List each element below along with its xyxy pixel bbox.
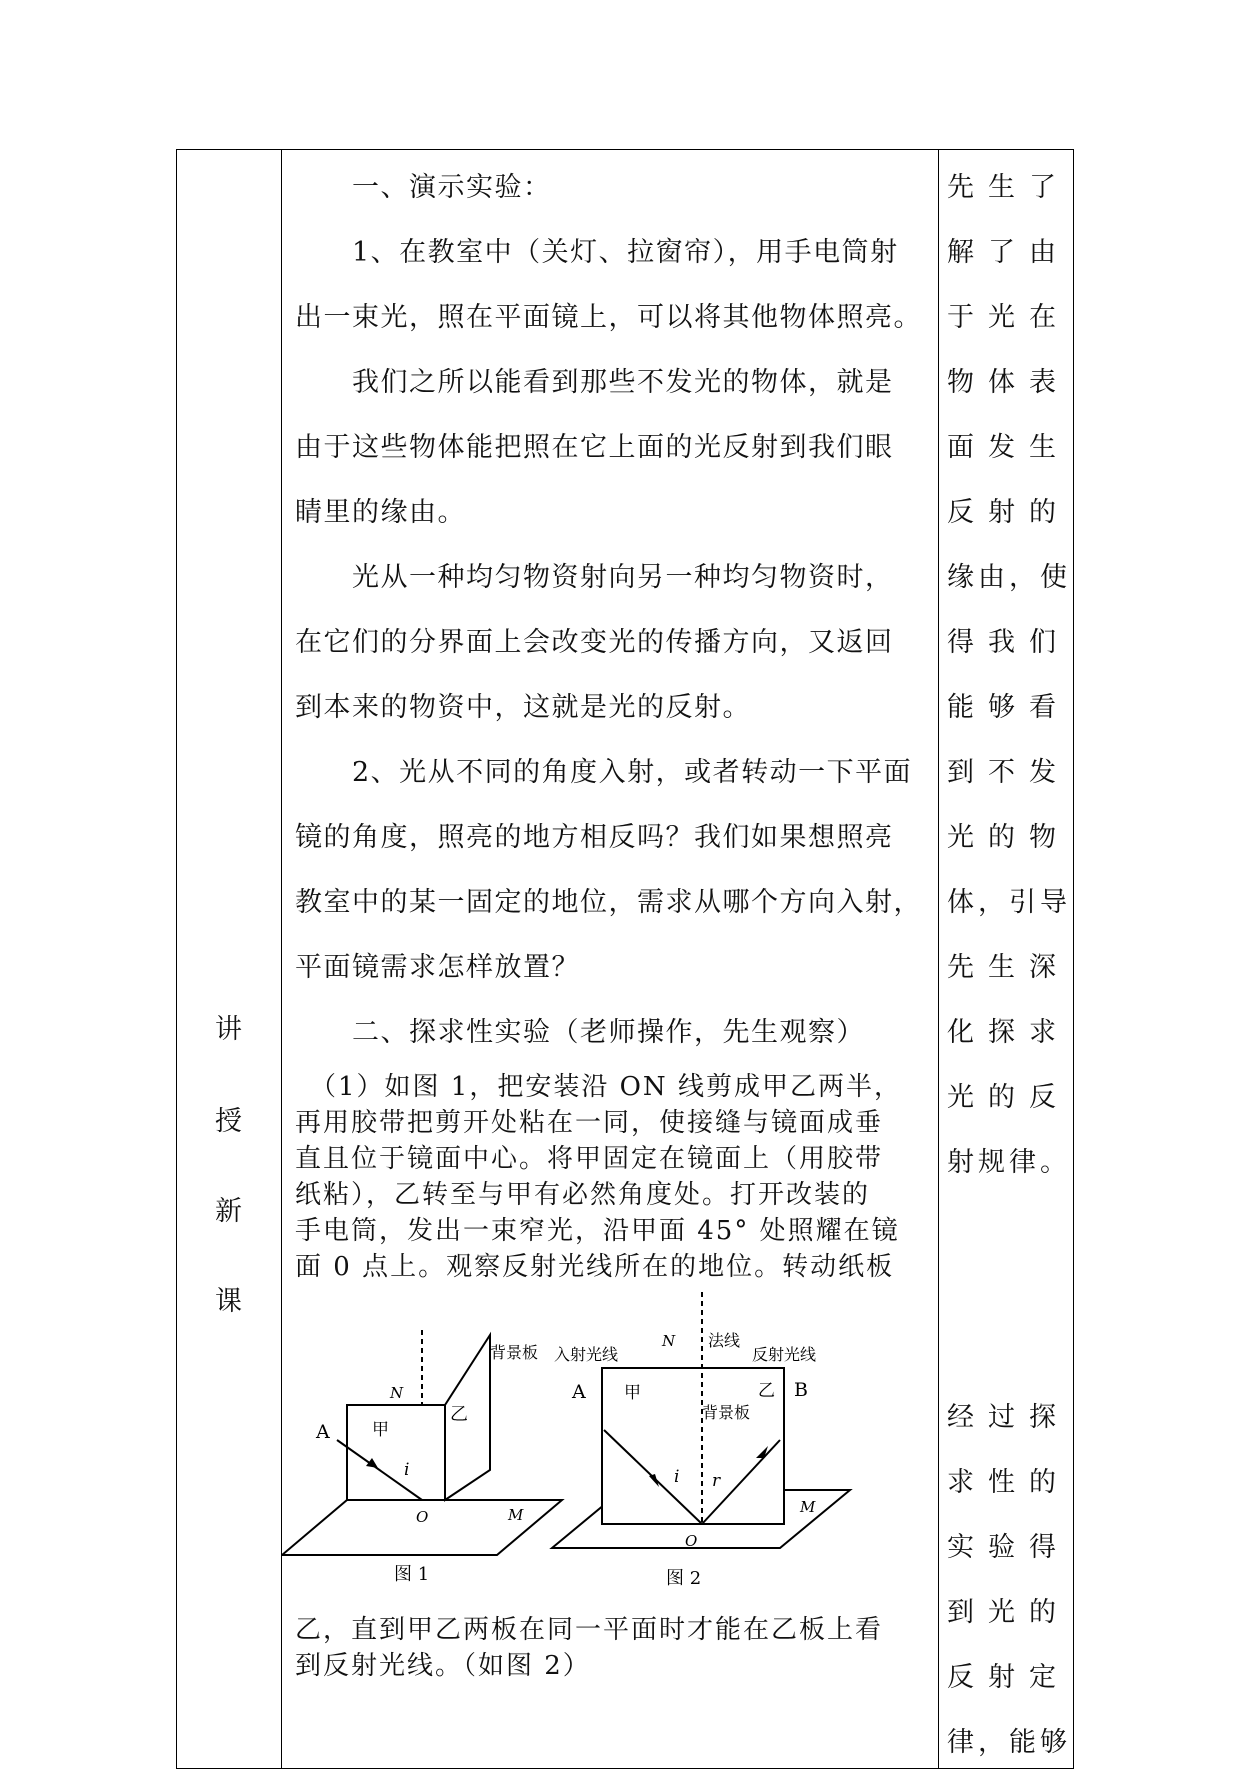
- label-m: M: [800, 1498, 816, 1516]
- note-line: 面发生: [947, 432, 1070, 463]
- text-line: 我们之所以能看到那些不发光的物体，就是: [295, 367, 894, 398]
- text-line: 乙，直到甲乙两板在同一平面时才能在乙板上看: [295, 1615, 884, 1645]
- label-normal: 法线: [708, 1331, 741, 1350]
- text-line: 出一束光，照在平面镜上，可以将其他物体照亮。: [295, 302, 922, 333]
- text-line: 1、在教室中（关灯、拉窗帘），用手电筒射: [295, 237, 899, 268]
- text-line: 再用胶带把剪开处粘在一同，使接缝与镜面成垂: [295, 1108, 884, 1138]
- text-line: 2、光从不同的角度入射，或者转动一下平面: [295, 757, 913, 788]
- text-line: 教室中的某一固定的地位，需求从哪个方向入射，: [295, 887, 922, 918]
- note-line: 物体表: [947, 367, 1070, 398]
- note-line: 到光的: [947, 1597, 1070, 1628]
- label-i: i: [674, 1467, 680, 1487]
- note-line: 经过探: [947, 1402, 1070, 1433]
- section-label-char: 授: [215, 1106, 242, 1137]
- section-label-column: [176, 149, 281, 1769]
- label-n: N: [662, 1332, 676, 1350]
- note-line: 光的物: [947, 822, 1070, 853]
- section-label-char: 课: [215, 1286, 242, 1317]
- note-line: 实验得: [947, 1532, 1070, 1563]
- label-o: O: [416, 1508, 429, 1526]
- text-line: 到反射光线。（如图 2）: [295, 1651, 591, 1681]
- label-n: N: [390, 1384, 404, 1402]
- note-line: 射规律。: [947, 1147, 1071, 1178]
- label-jia: 甲: [624, 1383, 641, 1403]
- board-jia: [347, 1405, 445, 1500]
- reflection-figures: [282, 1290, 938, 1600]
- label-yi: 乙: [450, 1404, 468, 1425]
- section-label-char: 讲: [215, 1014, 242, 1045]
- note-line: 缘由，使: [947, 562, 1071, 593]
- note-line: 得我们: [947, 627, 1070, 658]
- text-line: 在它们的分界面上会改变光的传播方向，又返回: [295, 627, 894, 658]
- note-line: 求性的: [947, 1467, 1070, 1498]
- text-line: 二、探求性实验（老师操作，先生观察）: [295, 1017, 865, 1048]
- label-i: i: [404, 1460, 410, 1480]
- label-incident-ray: 入射光线: [554, 1345, 619, 1364]
- note-line: 先生了: [947, 172, 1070, 203]
- note-line: 解了由: [947, 237, 1070, 268]
- note-line: 光的反: [947, 1082, 1070, 1113]
- note-line: 体，引导: [947, 887, 1071, 918]
- label-o: O: [685, 1532, 698, 1550]
- note-line: 反射定: [947, 1662, 1070, 1693]
- text-line: 纸粘），乙转至与甲有必然角度处。打开改装的: [295, 1180, 871, 1210]
- note-line: 反射的: [947, 497, 1070, 528]
- label-reflected-ray: 反射光线: [752, 1345, 817, 1364]
- text-line: 直且位于镜面中心。将甲固定在镜面上（用胶带: [295, 1144, 884, 1174]
- figure-2-caption: 图 2: [666, 1568, 702, 1589]
- label-a: A: [572, 1381, 586, 1403]
- text-line: 光从一种均匀物资射向另一种均匀物资时，: [295, 562, 894, 593]
- note-line: 能够看: [947, 692, 1070, 723]
- label-b: B: [794, 1379, 808, 1401]
- text-line: 手电筒，发出一束窄光，沿甲面 45° 处照耀在镜: [295, 1216, 900, 1246]
- text-line: 到本来的物资中，这就是光的反射。: [295, 692, 751, 723]
- note-line: 先生深: [947, 952, 1070, 983]
- note-line: 律，能够: [947, 1727, 1071, 1758]
- column-divider-right: [938, 149, 939, 1769]
- label-background-board: 背景板: [490, 1343, 539, 1362]
- text-line: 睛里的缘由。: [295, 497, 466, 528]
- section-label-char: 新: [215, 1196, 242, 1227]
- label-a: A: [316, 1421, 330, 1443]
- figure-1-caption: 图 1: [394, 1564, 430, 1585]
- text-line: 平面镜需求怎样放置？: [295, 952, 580, 983]
- text-line: 一、演示实验：: [295, 172, 552, 203]
- label-jia: 甲: [372, 1420, 389, 1440]
- text-line: 面 0 点上。观察反射光线所在的地位。转动纸板: [295, 1252, 895, 1282]
- label-yi: 乙: [758, 1381, 775, 1401]
- text-line: 由于这些物体能把照在它上面的光反射到我们眼: [295, 432, 894, 463]
- text-line: （1）如图 1，把安装沿 ON 线剪成甲乙两半，: [295, 1072, 902, 1102]
- label-m: M: [508, 1506, 524, 1524]
- note-line: 于光在: [947, 302, 1070, 333]
- note-line: 化探求: [947, 1017, 1070, 1048]
- label-r: r: [712, 1471, 721, 1491]
- note-line: 到不发: [947, 757, 1070, 788]
- text-line: 镜的角度，照亮的地方相反吗？我们如果想照亮: [295, 822, 894, 853]
- label-background-board: 背景板: [702, 1403, 751, 1422]
